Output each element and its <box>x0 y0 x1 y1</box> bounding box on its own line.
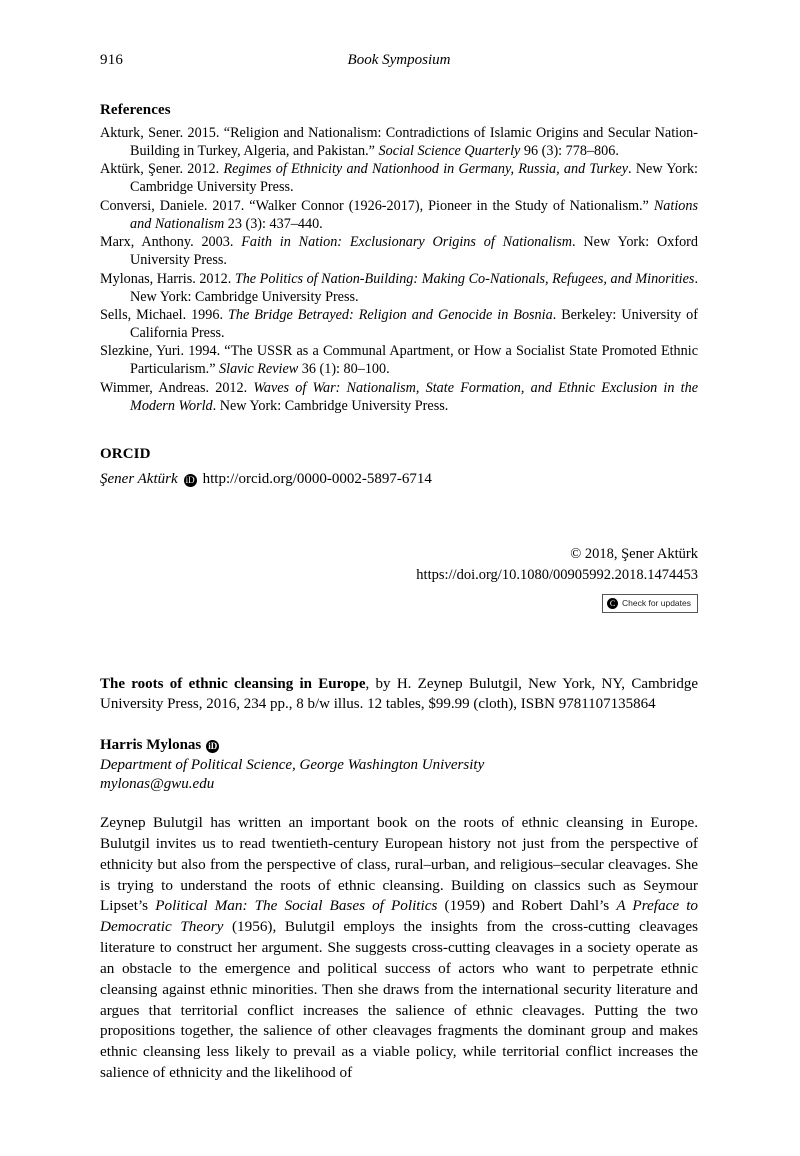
review-body: Zeynep Bulutgil has written an important book on the roots of ethnic cleansing in Europe. Bulutgil invites us to read twentieth-century European history not just from the perspective of ethnicity but also from the perspective of class, rural–urban, and religious–secular cleavages. She is trying to understand the roots of ethnic cleansing. Building on classics such as Seymour Lipset’s Political Man: The Social Bases of Politics (1959) and Robert Dahl’s A Preface to Democratic Theory (1956), Bulutgil employs the insights from the cross-cutting cleavages literature to construct her argument. She suggests cross-cutting cleavages in a society operate as an obstacle to the emergence and political success of actors who want to perpetrate ethnic cleansing against ethnic minorities. Then she draws from the international security literature and argues that territorial conflict increases the salience of ethnic cleavages. Putting the two propositions together, the salience of other cleavages fragments the dominant group and makes ethnic cleansing less likely to prevail as a viable policy, while territorial conflict increases the salience of ethnicity and the likelihood of <box>100 814 699 1082</box>
orcid-entry <box>100 471 698 488</box>
copyright-block <box>100 544 698 586</box>
copyright-line: © 2018, Şener Aktürk <box>570 545 698 562</box>
reference-entry: Wimmer, Andreas. 2012. Waves of War: Nationalism, State Formation, and Ethnic Exclusion in the Modern World. New York: Cambridge University Press. <box>100 379 698 414</box>
doi-link[interactable]: https://doi.org/10.1080/00905992.2018.1474453 <box>416 566 698 583</box>
orcid-heading: ORCID <box>100 445 151 462</box>
references-heading: References <box>100 102 171 118</box>
reviewer-name: Harris Mylonas <box>100 736 202 753</box>
page-number: 916 <box>100 52 124 68</box>
crossmark-label: Check for updates <box>622 598 691 609</box>
crossmark-wrap <box>100 594 698 613</box>
running-head <box>100 52 698 80</box>
reference-entry: Slezkine, Yuri. 1994. “The USSR as a Communal Apartment, or How a Socialist State Promoted Ethnic Particularism.” Slavic Review 36 (1): 80–100. <box>100 343 698 378</box>
orcid-section <box>100 446 698 488</box>
check-for-updates-badge[interactable] <box>602 594 698 613</box>
book-details: , by H. Zeynep Bulutgil, New York, NY, Cambridge University Press, 2016, 234 pp., 8 b/w illus. 12 tables, $99.99 (cloth), ISBN 9781107135864 <box>100 675 698 712</box>
reference-entry: Sells, Michael. 1996. The Bridge Betrayed: Religion and Genocide in Bosnia. Berkeley: University of California Press. <box>100 307 698 341</box>
orcid-icon: iD <box>208 740 218 751</box>
orcid-icon: iD <box>185 474 195 485</box>
crossmark-icon: C <box>607 598 618 609</box>
reviewer-affiliation: Department of Political Science, George Washington University <box>100 756 485 773</box>
orcid-link[interactable]: http://orcid.org/0000-0002-5897-6714 <box>202 470 432 487</box>
references-list <box>100 125 698 416</box>
reference-entry: Aktürk, Şener. 2012. Regimes of Ethnicity and Nationhood in Germany, Russia, and Turkey. New York: Cambridge University Press. <box>100 161 698 196</box>
reviewer-name-line <box>100 737 698 754</box>
book-title: The roots of ethnic cleansing in Europe <box>100 675 366 692</box>
running-title: Book Symposium <box>347 52 451 68</box>
reference-entry: Marx, Anthony. 2003. Faith in Nation: Exclusionary Origins of Nationalism. New York: Oxford University Press. <box>100 234 698 269</box>
reference-entry: Mylonas, Harris. 2012. The Politics of Nation-Building: Making Co-Nationals, Refugees, and Minorities. New York: Cambridge University Press. <box>100 270 698 305</box>
reference-entry: Akturk, Sener. 2015. “Religion and Nationalism: Contradictions of Islamic Origins and Secular Nation-Building in Turkey, Algeria, and Pakistan.” Social Science Quarterly 96 (3): 778–806. <box>100 125 698 159</box>
page-content <box>100 52 698 1084</box>
book-review-header <box>100 675 698 715</box>
orcid-author-name: Şener Aktürk <box>100 470 178 487</box>
reference-entry: Conversi, Daniele. 2017. “Walker Connor (1926-2017), Pioneer in the Study of Nationalism.” Nations and Nationalism 23 (3): 437–440. <box>100 197 698 232</box>
reviewer-email[interactable]: mylonas@gwu.edu <box>100 776 215 793</box>
